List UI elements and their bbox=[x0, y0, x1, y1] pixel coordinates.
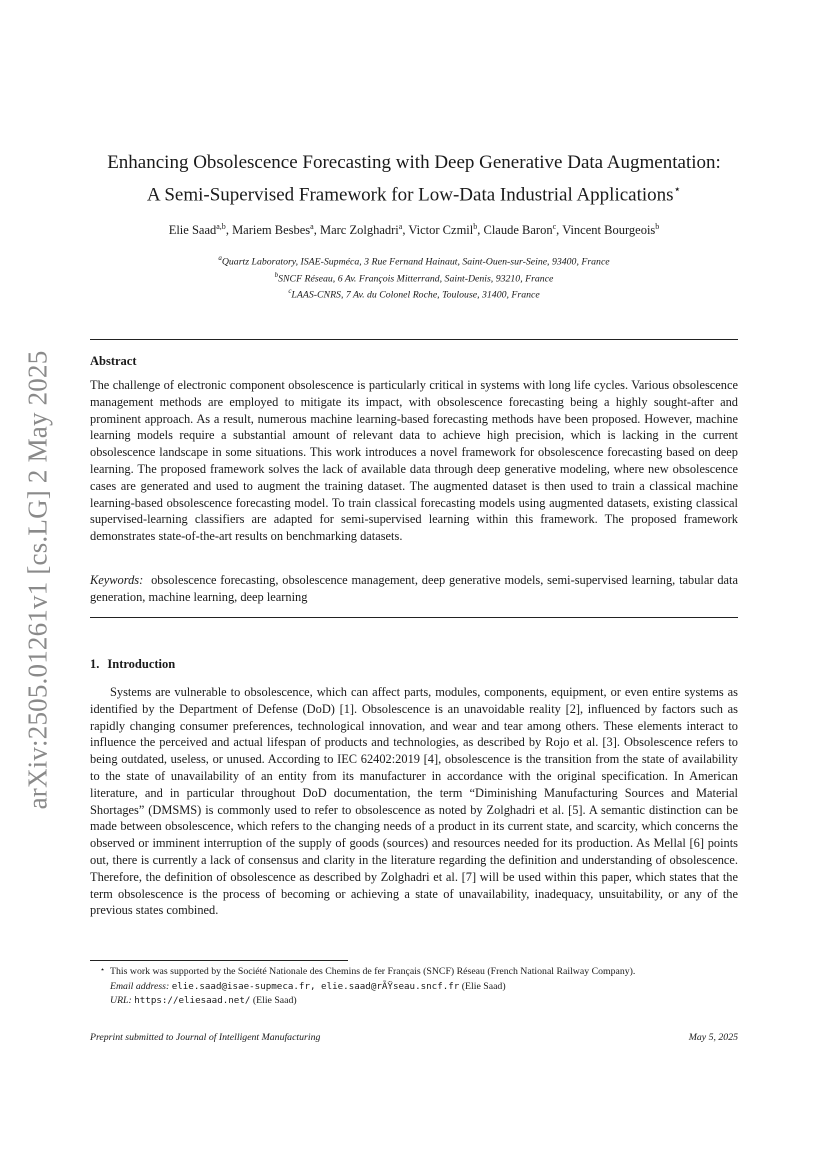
footnote bbox=[90, 965, 738, 1009]
section-heading-introduction bbox=[90, 657, 175, 672]
author: Victor Czmil bbox=[408, 223, 474, 238]
title-line-1: Enhancing Obsolescence Forecasting with Deep Generative Data Augmentation: bbox=[107, 152, 721, 173]
keywords-text: obsolescence forecasting, obsolescence management, deep generative models, semi-supervised learning, tabular data generation, machine learning, deep learning bbox=[90, 573, 738, 604]
email-addresses[interactable]: elie.saad@isae-supmeca.fr, elie.saad@rÃŸseau.sncf.fr bbox=[171, 980, 460, 992]
email-label: Email address: bbox=[110, 980, 170, 992]
author: Claude Baron bbox=[483, 223, 553, 238]
affiliation-sup: c bbox=[288, 287, 292, 296]
affiliation bbox=[70, 269, 758, 286]
affiliation-text: Quartz Laboratory, ISAE-Supméca, 3 Rue Fernand Hainaut, Saint-Ouen-sur-Seine, 93400, France bbox=[221, 256, 610, 268]
author-affil-sup: b bbox=[473, 222, 478, 231]
affiliation-text: SNCF Réseau, 6 Av. François Mitterrand, Saint-Denis, 93210, France bbox=[278, 272, 554, 284]
title-footnote-mark: ⋆ bbox=[673, 182, 682, 196]
paper-title bbox=[70, 150, 758, 208]
title-line-2-text: A Semi-Supervised Framework for Low-Data Industrial Applications bbox=[146, 184, 674, 206]
affiliation-sup: b bbox=[274, 270, 279, 279]
affiliation-text: LAAS-CNRS, 7 Av. du Colonel Roche, Toulouse, 31400, France bbox=[291, 289, 540, 301]
keywords bbox=[90, 572, 738, 606]
url-label: URL: bbox=[110, 995, 132, 1006]
author-affil-sup: c bbox=[552, 222, 557, 231]
author-affil-sup: b bbox=[655, 222, 660, 231]
abstract-top-rule bbox=[90, 339, 738, 340]
homepage-url[interactable]: https://eliesaad.net/ bbox=[134, 995, 251, 1006]
footnote-url-line bbox=[90, 994, 738, 1009]
affiliation-sup: a bbox=[218, 254, 222, 262]
author-affil-sup: a,b bbox=[216, 222, 226, 231]
abstract-heading: Abstract bbox=[90, 354, 137, 368]
author-list: Elie Saad$^{a,b}$, Mariem Besbes$^a$, Marc Zolghadri$^a$, Victor Czmil$^b$, Claude Baron$^c$, Vincent Bourgeois$^b$ bbox=[168, 222, 660, 238]
introduction-paragraph: Systems are vulnerable to obsolescence, which can affect parts, modules, components, equipment, or even entire systems as identified by the Department of Defense (DoD) [1]. Obsolescence is an unavoidable reality [2], influenced by factors such as rapidly changing consumer preferences, technological innovation, and wear and tear among others. These elements interact to influence the perceived and actual lifespan of products and technologies, as described by Rojo et al. [3]. Obsolescence refers to being outdated, useless, or unused. According to IEC 62402:2019 [4], obsolescence is the transition from the state of availability to the state of unavailability of an entity from its manufacturer in accordance with the original specification. In American literature, and in particular throughout DoD documentation, the term “Diminishing Manufacturing Sources and Material Shortages” (DMSMS) is commonly used to refer to obsolescence as noted by Zolghadri et al. [5]. A semantic distinction can be made between obsolescence, which refers to the changing needs of a product in its current state, and scarcity, which concerns the observed or imminent interruption of the supply of goods (sources) and resources needed for its production. As Mellal [6] points out, there is currently a lack of consensus and clarity in the literature regarding the definition and understanding of obsolescence. Therefore, the definition of obsolescence as described by Zolghadri et al. [7] will be used within this paper, which states that the term obsolescence is the process of becoming or achieving a state of unavailability, inadequacy, unsuitability, or any of the previous states combined. bbox=[90, 685, 738, 918]
affiliation bbox=[70, 252, 758, 269]
arxiv-identifier: arXiv:2505.01261v1 [cs.LG] 2 May 2025 bbox=[22, 350, 53, 810]
keywords-label: Keywords: bbox=[90, 573, 144, 587]
url-owner: (Elie Saad) bbox=[252, 995, 297, 1006]
author: Vincent Bourgeois bbox=[562, 223, 656, 238]
footnote-funding: This work was supported by the Société Nationale des Chemins de fer Français (SNCF) Réseau (French National Railway Company). bbox=[110, 966, 636, 977]
footnote-mark: ⋆ bbox=[100, 965, 106, 974]
email-owner: (Elie Saad) bbox=[461, 980, 506, 992]
abstract-bottom-rule bbox=[90, 617, 738, 618]
footer-date: May 5, 2025 bbox=[688, 1032, 738, 1043]
author-affil-sup: a bbox=[398, 222, 403, 231]
title-line-2 bbox=[70, 176, 758, 208]
affiliation-list bbox=[70, 252, 758, 302]
affiliation bbox=[70, 285, 758, 302]
abstract-text: The challenge of electronic component obsolescence is particularly critical in systems with long life cycles. Various obsolescence management methods are employed to mitigate its impact, with obsolescence forecasting being a highly sought-after and prominent approach. As a result, numerous machine learning-based forecasting methods have been proposed. However, machine learning models require a substantial amount of relevant data to achieve high precision, which is lacking in the current obsolescence landscape in some situations. This work introduces a novel framework for obsolescence forecasting based on deep learning. The proposed framework solves the lack of available data through deep generative modeling, where new obsolescence cases are generated and used to augment the training dataset. The augmented dataset is then used to train a classical machine learning-based obsolescence forecasting model. To train classical forecasting models using augmented datasets, existing classical supervised-learning classifiers are adapted for semi-supervised learning within this framework. The proposed framework demonstrates state-of-the-art results on benchmarking datasets. bbox=[90, 378, 738, 544]
author-affil-sup: a bbox=[310, 222, 314, 231]
section-number: 1. bbox=[90, 657, 100, 671]
author: Elie Saad bbox=[168, 223, 217, 238]
footnote-rule bbox=[90, 960, 348, 961]
author: Mariem Besbes bbox=[232, 223, 311, 238]
author: Marc Zolghadri bbox=[319, 223, 399, 238]
footer-journal: Preprint submitted to Journal of Intelligent Manufacturing bbox=[90, 1032, 321, 1043]
page-footer bbox=[90, 1032, 738, 1043]
section-title: Introduction bbox=[107, 657, 176, 671]
footnote-email-line bbox=[90, 980, 738, 995]
